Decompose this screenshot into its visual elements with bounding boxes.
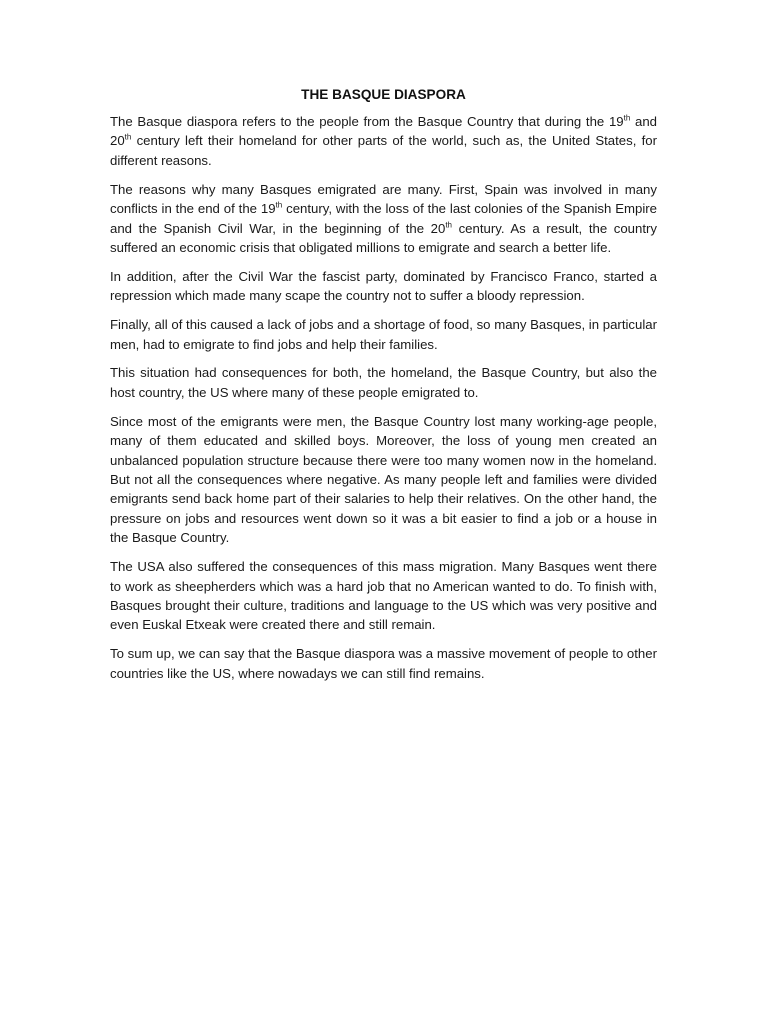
superscript: th bbox=[124, 133, 132, 143]
paragraph-1 bbox=[110, 112, 657, 170]
paragraph-2 bbox=[110, 180, 657, 258]
paragraph-1-text-b: and 20 bbox=[110, 114, 657, 149]
paragraph-1-text-a: The Basque diaspora refers to the people from the Basque Country that during the 19 bbox=[110, 114, 624, 129]
paragraph-2-text-b: century, with the loss of the last colonies of the Spanish Empire and the Spanish Civil War, in the beginning of the 20 bbox=[110, 201, 657, 236]
paragraph-2-text-c: century. As a result, the country suffered an economic crisis that obligated millions to emigrate and search a better life. bbox=[110, 220, 657, 255]
paragraph-4: Finally, all of this caused a lack of jobs and a shortage of food, so many Basques, in particular men, had to emigrate to find jobs and help their families. bbox=[110, 317, 657, 352]
paragraph-7: The USA also suffered the consequences of this mass migration. Many Basques went there to work as sheepherders which was a hard job that no American wanted to do. To finish with, Basques brought their culture, traditions and language to the US which was very positive and even Euskal Etxeak were created there and still remain. bbox=[110, 559, 657, 633]
superscript: th bbox=[275, 200, 283, 210]
superscript: th bbox=[623, 113, 631, 123]
paragraph-8: To sum up, we can say that the Basque diaspora was a massive movement of people to other countries like the US, where nowadays we can still find remains. bbox=[110, 646, 657, 681]
paragraph-3: In addition, after the Civil War the fascist party, dominated by Francisco Franco, started a repression which made many scape the country not to suffer a bloody repression. bbox=[110, 268, 657, 304]
paragraph-5: This situation had consequences for both, the homeland, the Basque Country, but also the host country, the US where many of these people emigrated to. bbox=[110, 365, 657, 400]
document-body bbox=[110, 85, 657, 693]
paragraph-2-text-a: The reasons why many Basques emigrated are many. First, Spain was involved in many conflicts in the end of the 19 bbox=[110, 181, 657, 217]
paragraph-6: Since most of the emigrants were men, the Basque Country lost many working-age people, many of them educated and skilled boys. Moreover, the loss of young men created an unbalanced population structure because there were too many women now in the homeland. But not all the consequences where negative. As many people left and families were divided emigrants send back home part of their salaries to help their relatives. On the other hand, the pressure on jobs and resources went down so it was a bit easier to find a job or a house in the Basque Country. bbox=[110, 413, 657, 546]
paragraph-1-text-c: century left their homeland for other parts of the world, such as, the United States, for different reasons. bbox=[110, 133, 657, 168]
superscript: th bbox=[445, 220, 452, 230]
document-title: THE BASQUE DIASPORA bbox=[301, 87, 466, 102]
